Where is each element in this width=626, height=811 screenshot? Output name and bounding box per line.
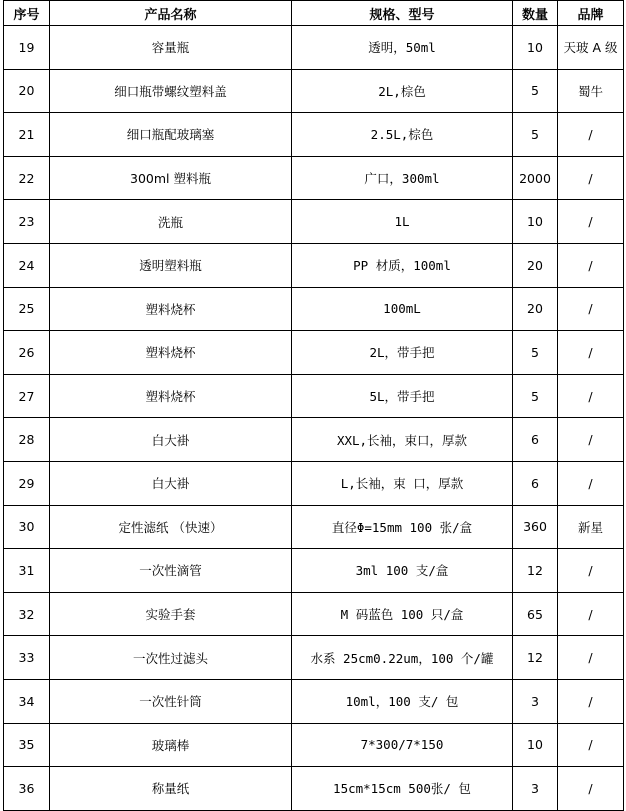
- cell-name: 透明塑料瓶: [50, 243, 292, 287]
- cell-spec: 2.5L,棕色: [292, 113, 513, 157]
- cell-brand: /: [558, 636, 624, 680]
- table-row: [4, 767, 624, 811]
- cell-name: 实验手套: [50, 592, 292, 636]
- cell-qty: 5: [513, 374, 558, 418]
- table-row: [4, 243, 624, 287]
- cell-no: 36: [4, 767, 50, 811]
- cell-brand: /: [558, 287, 624, 331]
- cell-qty: 2000: [513, 156, 558, 200]
- cell-spec: 水系 25cm0.22um，100 个/罐: [292, 636, 513, 680]
- table-row: [4, 69, 624, 113]
- cell-name: 一次性针筒: [50, 679, 292, 723]
- cell-brand: 天玻 A 级: [558, 26, 624, 70]
- cell-no: 25: [4, 287, 50, 331]
- cell-no: 19: [4, 26, 50, 70]
- table-row: [4, 156, 624, 200]
- cell-spec: XXL,长袖，束口，厚款: [292, 418, 513, 462]
- cell-name: 白大褂: [50, 461, 292, 505]
- cell-qty: 6: [513, 418, 558, 462]
- cell-qty: 20: [513, 287, 558, 331]
- table-row: [4, 461, 624, 505]
- cell-spec: M 码蓝色 100 只/盒: [292, 592, 513, 636]
- cell-no: 24: [4, 243, 50, 287]
- cell-spec: 2L,棕色: [292, 69, 513, 113]
- cell-name: 白大褂: [50, 418, 292, 462]
- cell-brand: /: [558, 243, 624, 287]
- header-no: 序号: [4, 1, 50, 26]
- cell-no: 32: [4, 592, 50, 636]
- table-row: [4, 592, 624, 636]
- cell-name: 定性滤纸 （快速）: [50, 505, 292, 549]
- cell-qty: 3: [513, 767, 558, 811]
- cell-no: 35: [4, 723, 50, 767]
- cell-qty: 6: [513, 461, 558, 505]
- cell-name: 塑料烧杯: [50, 287, 292, 331]
- cell-qty: 5: [513, 113, 558, 157]
- cell-brand: 新星: [558, 505, 624, 549]
- table-row: [4, 113, 624, 157]
- cell-qty: 12: [513, 549, 558, 593]
- cell-name: 300ml 塑料瓶: [50, 156, 292, 200]
- cell-spec: PP 材质，100ml: [292, 243, 513, 287]
- cell-name: 容量瓶: [50, 26, 292, 70]
- cell-qty: 10: [513, 26, 558, 70]
- cell-no: 26: [4, 331, 50, 375]
- cell-brand: /: [558, 374, 624, 418]
- cell-no: 20: [4, 69, 50, 113]
- cell-brand: /: [558, 331, 624, 375]
- cell-qty: 12: [513, 636, 558, 680]
- cell-qty: 360: [513, 505, 558, 549]
- cell-no: 28: [4, 418, 50, 462]
- cell-spec: L,长袖，束 口，厚款: [292, 461, 513, 505]
- cell-spec: 3ml 100 支/盒: [292, 549, 513, 593]
- cell-qty: 5: [513, 331, 558, 375]
- cell-name: 玻璃棒: [50, 723, 292, 767]
- cell-name: 称量纸: [50, 767, 292, 811]
- cell-no: 22: [4, 156, 50, 200]
- cell-brand: /: [558, 156, 624, 200]
- table-row: [4, 549, 624, 593]
- cell-qty: 20: [513, 243, 558, 287]
- header-spec: 规格、型号: [292, 1, 513, 26]
- table-row: [4, 418, 624, 462]
- table-row: [4, 636, 624, 680]
- cell-spec: 透明，50ml: [292, 26, 513, 70]
- cell-qty: 65: [513, 592, 558, 636]
- cell-brand: /: [558, 679, 624, 723]
- cell-qty: 10: [513, 200, 558, 244]
- cell-name: 一次性滴管: [50, 549, 292, 593]
- cell-no: 23: [4, 200, 50, 244]
- cell-spec: 直径Φ=15mm 100 张/盒: [292, 505, 513, 549]
- table-row: [4, 723, 624, 767]
- cell-spec: 1L: [292, 200, 513, 244]
- cell-name: 一次性过滤头: [50, 636, 292, 680]
- cell-name: 细口瓶带螺纹塑料盖: [50, 69, 292, 113]
- header-brand: 品牌: [558, 1, 624, 26]
- cell-qty: 5: [513, 69, 558, 113]
- table-row: [4, 287, 624, 331]
- table-row: [4, 331, 624, 375]
- cell-no: 34: [4, 679, 50, 723]
- product-table: [3, 0, 624, 811]
- cell-name: 细口瓶配玻璃塞: [50, 113, 292, 157]
- cell-brand: /: [558, 592, 624, 636]
- cell-brand: 蜀牛: [558, 69, 624, 113]
- cell-brand: /: [558, 113, 624, 157]
- table-row: [4, 679, 624, 723]
- cell-name: 塑料烧杯: [50, 331, 292, 375]
- table-row: [4, 200, 624, 244]
- cell-spec: 15cm*15cm 500张/ 包: [292, 767, 513, 811]
- table-header-row: [4, 1, 624, 26]
- cell-no: 29: [4, 461, 50, 505]
- header-name: 产品名称: [50, 1, 292, 26]
- cell-spec: 10ml，100 支/ 包: [292, 679, 513, 723]
- cell-no: 30: [4, 505, 50, 549]
- cell-brand: /: [558, 200, 624, 244]
- cell-qty: 3: [513, 679, 558, 723]
- cell-spec: 广口，300ml: [292, 156, 513, 200]
- cell-no: 33: [4, 636, 50, 680]
- header-qty: 数量: [513, 1, 558, 26]
- cell-name: 塑料烧杯: [50, 374, 292, 418]
- cell-qty: 10: [513, 723, 558, 767]
- table-row: [4, 374, 624, 418]
- cell-spec: 7*300/7*150: [292, 723, 513, 767]
- table-row: [4, 26, 624, 70]
- table-body: [4, 26, 624, 811]
- cell-spec: 2L，带手把: [292, 331, 513, 375]
- cell-brand: /: [558, 418, 624, 462]
- cell-name: 洗瓶: [50, 200, 292, 244]
- cell-brand: /: [558, 767, 624, 811]
- cell-spec: 100mL: [292, 287, 513, 331]
- cell-no: 27: [4, 374, 50, 418]
- cell-brand: /: [558, 461, 624, 505]
- cell-no: 31: [4, 549, 50, 593]
- table-row: [4, 505, 624, 549]
- cell-brand: /: [558, 549, 624, 593]
- cell-brand: /: [558, 723, 624, 767]
- cell-no: 21: [4, 113, 50, 157]
- cell-spec: 5L，带手把: [292, 374, 513, 418]
